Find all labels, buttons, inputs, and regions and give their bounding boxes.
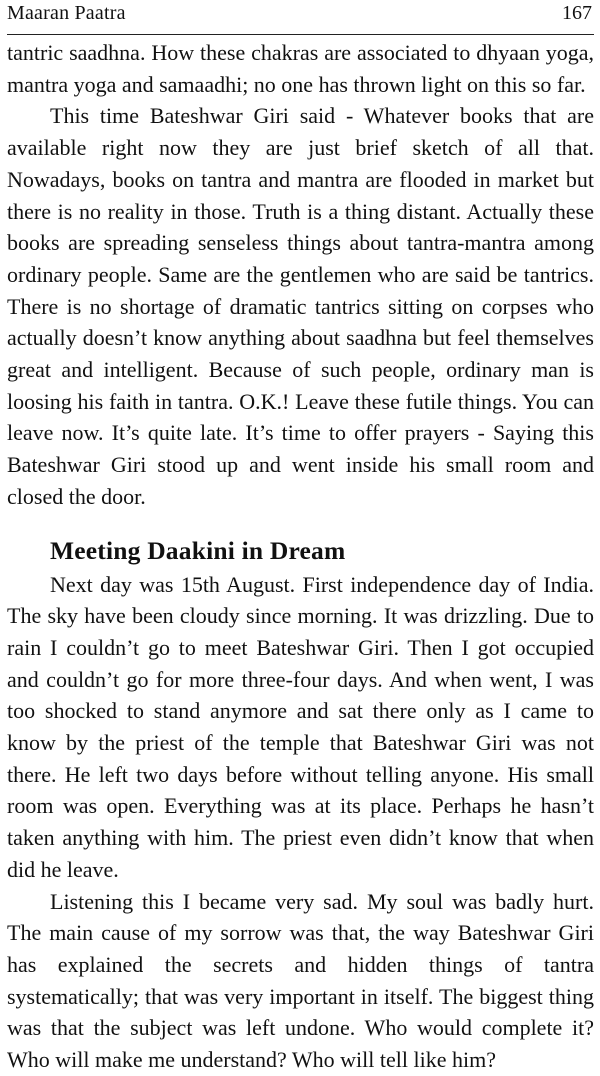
body-text bbox=[7, 37, 594, 1076]
paragraph-next-day: Next day was 15th August. First independence day of India. The sky have been cloudy since morning. It was drizzling. Due to rain I couldn’t go to meet Bateshwar Giri. Then I got occupied and couldn’t go for more three-four days. And when went, I was too shocked to stand anymore and sat there only as I came to know by the priest of the temple that Bateshwar Giri was not there. He left two days before without telling anyone. His small room was open. Everything was at its place. Perhaps he hasn’t taken anything with him. The priest even didn’t know that when did he leave. bbox=[7, 571, 594, 882]
paragraph-continued: tantric saadhna. How these chakras are associated to dhyaan yoga, mantra yoga and samaadhi; no one has thrown light on this so far. bbox=[7, 40, 594, 97]
paragraph-sadness: Listening this I became very sad. My soul was badly hurt. The main cause of my sorrow was that, the way Bateshwar Giri has explained the secrets and hidden things of tantra systematically; that was very important in itself. The biggest thing was that the subject was left undone. Who would complete it? Who will make me understand? Who will tell like him? bbox=[7, 888, 594, 1073]
section-heading: Meeting Daakini in Dream bbox=[50, 535, 346, 565]
page-number: 167 bbox=[562, 2, 592, 24]
paragraph-bateshwar-speech: This time Bateshwar Giri said - Whatever books that are available right now they are just brief sketch of all that. Nowadays, books on tantra and mantra are flooded in market but there is no reality in those. Truth is a thing distant. Actually these books are spreading senseless things about tantra-mantra among ordinary people. Same are the gentlemen who are said be tantrics. There is no shortage of dramatic tantrics sitting on corpses who actually doesn’t know anything about saadhna but feel themselves great and intelligent. Because of such people, ordinary man is loosing his faith in tantra. O.K.! Leave these futile things. You can leave now. It’s quite late. It’s time to offer prayers - Saying this Bateshwar Giri stood up and went inside his small room and closed the door. bbox=[7, 103, 594, 509]
book-title: Maaran Paatra bbox=[7, 2, 126, 24]
running-header bbox=[7, 0, 594, 35]
